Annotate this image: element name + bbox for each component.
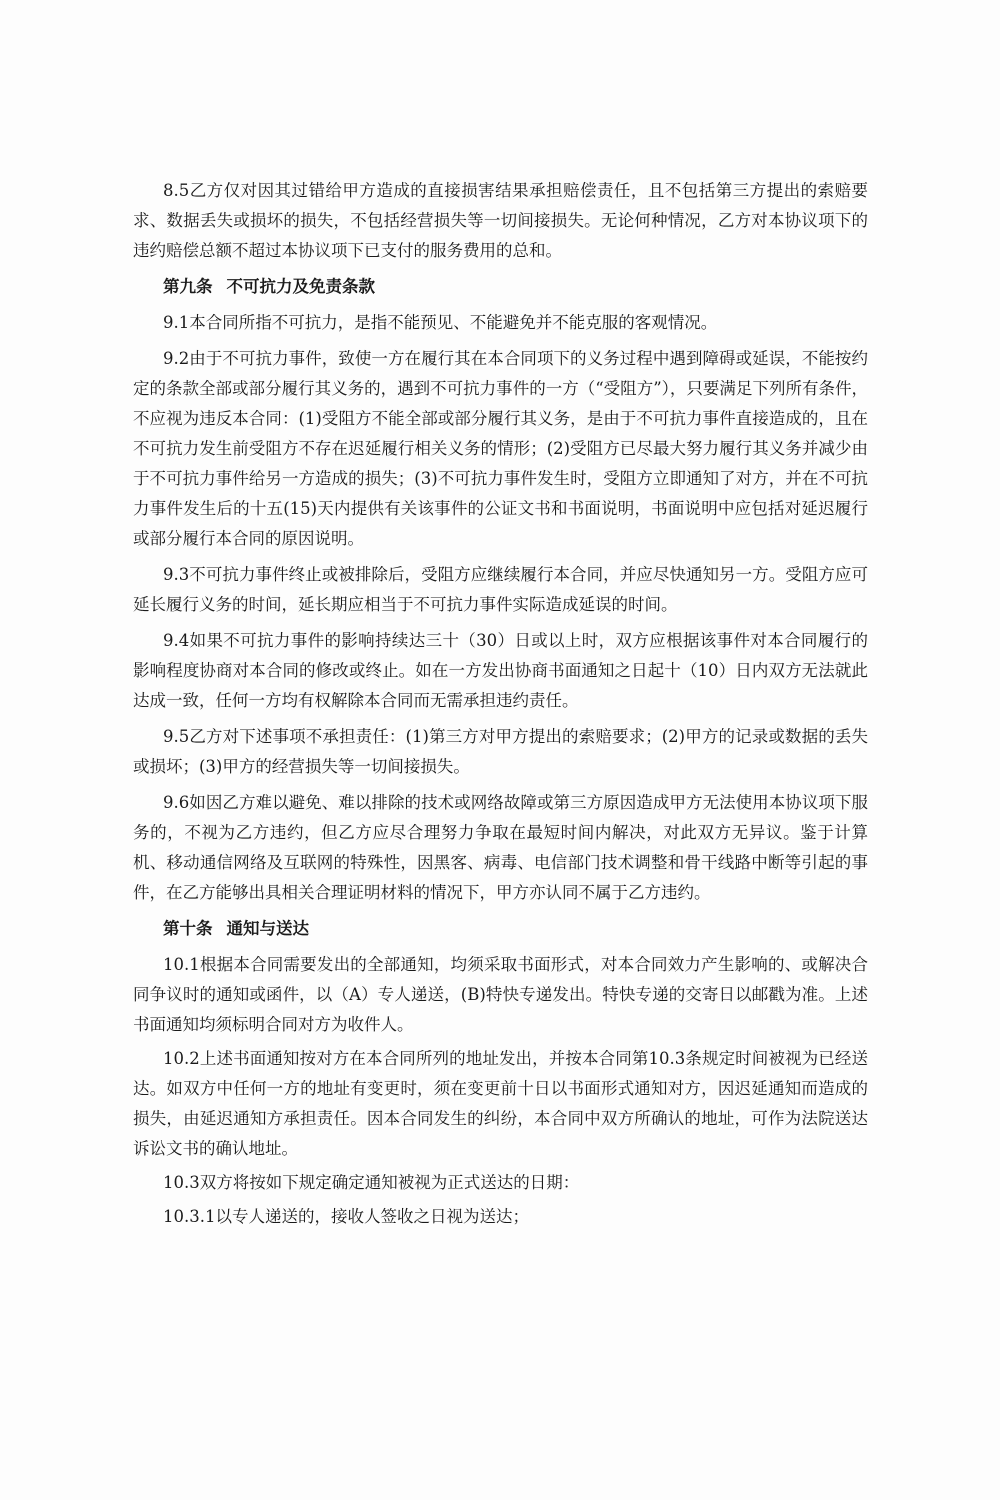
clause-9-1: 9.1本合同所指不可抗力，是指不能预见、不能避免并不能克服的客观情况。 [163, 313, 718, 332]
clause-9-3: 9.3不可抗力事件终止或被排除后，受阻方应继续履行本合同，并应尽快通知另一方。受阻方应可延长履行义务的时间，延长期应相当于不可抗力事件实际造成延误的时间。 [133, 565, 868, 614]
contract-body [133, 176, 868, 1236]
article-9-title: 不可抗力及免责条款 [226, 277, 375, 296]
clause-9-2: 9.2由于不可抗力事件，致使一方在履行其在本合同项下的义务过程中遇到障碍或延误，不能按约定的条款全部或部分履行其义务的，遇到不可抗力事件的一方（“受阻方”），只要满足下列所有条件，不应视为违反本合同：(1)受阻方不能全部或部分履行其义务，是由于不可抗力事件直接造成的，且在不可抗力发生前受阻方不存在迟延履行相关义务的情形；(2)受阻方已尽最大努力履行其义务并减少由于不可抗力事件给另一方造成的损失；(3)不可抗力事件发生时，受阻方立即通知了对方，并在不可抗力事件发生后的十五(15)天内提供有关该事件的公证文书和书面说明，书面说明中应包括对延迟履行或部分履行本合同的原因说明。 [133, 349, 868, 548]
clause-10-3: 10.3双方将按如下规定确定通知被视为正式送达的日期： [163, 1173, 580, 1192]
clause-8-5: 8.5乙方仅对因其过错给甲方造成的直接损害结果承担赔偿责任，且不包括第三方提出的索赔要求、数据丢失或损坏的损失，不包括经营损失等一切间接损失。无论何种情况，乙方对本协议项下的违约赔偿总额不超过本协议项下已支付的服务费用的总和。 [133, 181, 868, 260]
article-10-heading [133, 914, 868, 944]
clause-10-2: 10.2上述书面通知按对方在本合同所列的地址发出，并按本合同第10.3条规定时间被视为已经送达。如双方中任何一方的地址有变更时，须在变更前十日以书面形式通知对方，因迟延通知而造成的损失，由延迟通知方承担责任。因本合同发生的纠纷，本合同中双方所确认的地址，可作为法院送达诉讼文书的确认地址。 [133, 1049, 868, 1158]
article-9-heading [133, 272, 868, 302]
clause-9-6: 9.6如因乙方难以避免、难以排除的技术或网络故障或第三方原因造成甲方无法使用本协议项下服务的，不视为乙方违约，但乙方应尽合理努力争取在最短时间内解决，对此双方无异议。鉴于计算机、移动通信网络及互联网的特殊性，因黑客、病毒、电信部门技术调整和骨干线路中断等引起的事件，在乙方能够出具相关合理证明材料的情况下，甲方亦认同不属于乙方违约。 [133, 793, 868, 902]
article-9-number: 第九条 [163, 277, 213, 296]
clause-9-4: 9.4如果不可抗力事件的影响持续达三十（30）日或以上时，双方应根据该事件对本合同履行的影响程度协商对本合同的修改或终止。如在一方发出协商书面通知之日起十（10）日内双方无法就此达成一致，任何一方均有权解除本合同而无需承担违约责任。 [133, 631, 868, 710]
article-10-title: 通知与送达 [226, 919, 309, 938]
article-10-clauses [133, 950, 868, 1232]
clause-10-3-1: 10.3.1以专人递送的，接收人签收之日视为送达； [163, 1207, 529, 1226]
article-10-number: 第十条 [163, 919, 213, 938]
clause-10-1: 10.1根据本合同需要发出的全部通知，均须采取书面形式，对本合同效力产生影响的、或解决合同争议时的通知或函件，以（A）专人递送，(B)特快专递发出。特快专递的交寄日以邮戳为准。上述书面通知均须标明合同对方为收件人。 [133, 955, 868, 1034]
clause-9-5: 9.5乙方对下述事项不承担责任：(1)第三方对甲方提出的索赔要求；(2)甲方的记录或数据的丢失或损坏；(3)甲方的经营损失等一切间接损失。 [133, 727, 868, 776]
